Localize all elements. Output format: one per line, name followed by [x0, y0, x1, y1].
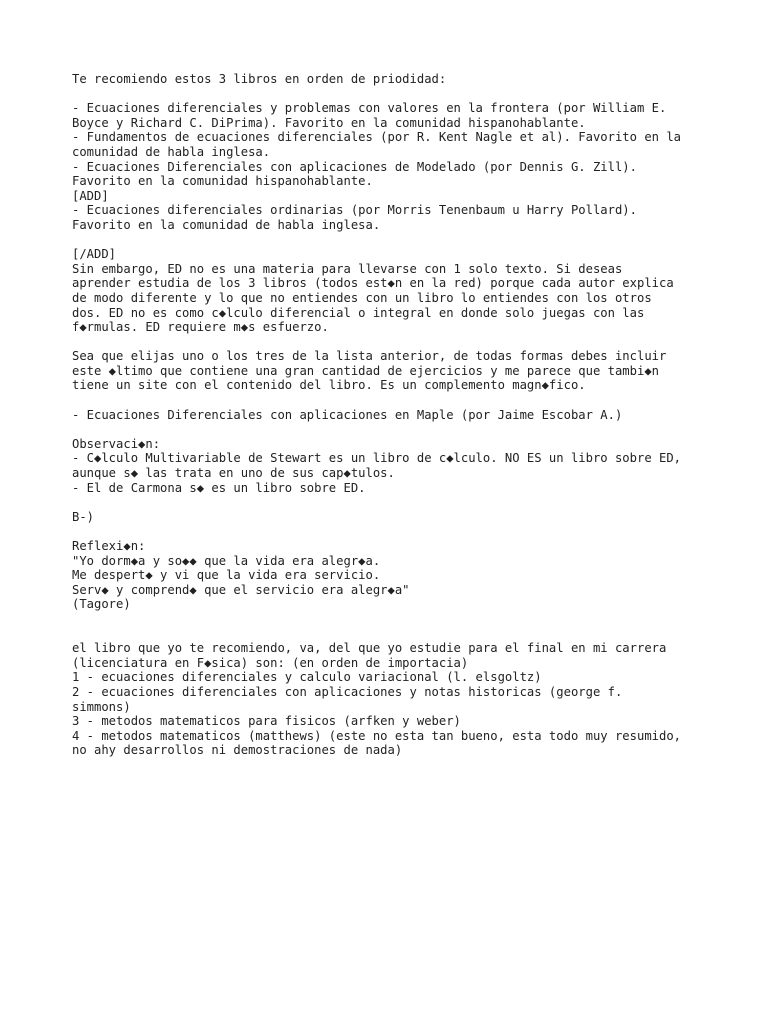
document-page [72, 72, 712, 758]
document-body-text: Te recomiendo estos 3 libros en orden de priodidad: - Ecuaciones diferenciales y problemas con valores en la frontera (por William E. Boyce y Richard C. DiPrima). Favorito en la comunidad hispanohablante. - Fundamentos de ecuaciones diferenciales (por R. Kent Nagle et al). Favorito en la comunidad de habla inglesa. - Ecuaciones Diferenciales con aplicaciones de Modelado (por Dennis G. Zill). Favorito en la comunidad hispanohablante. [ADD] - Ecuaciones diferenciales ordinarias (por Morris Tenenbaum u Harry Pollard). Favorito en la comunidad de habla inglesa. [/ADD] Sin embargo, ED no es una materia para llevarse con 1 solo texto. Si deseas aprender estudia de los 3 libros (todos est◆n en la red) porque cada autor explica de modo diferente y lo que no entiendes con un libro lo entiendes con los otros dos. ED no es como c◆lculo diferencial o integral en donde solo juegas con las f◆rmulas. ED requiere m◆s esfuerzo. Sea que elijas uno o los tres de la lista anterior, de todas formas debes incluir este ◆ltimo que contiene una gran cantidad de ejercicios y me parece que tambi◆n tiene un site con el contenido del libro. Es un complemento magn◆fico. - Ecuaciones Diferenciales con aplicaciones en Maple (por Jaime Escobar A.) Observaci◆n: - C◆lculo Multivariable de Stewart es un libro de c◆lculo. NO ES un libro sobre ED, aunque s◆ las trata en uno de sus cap◆tulos. - El de Carmona s◆ es un libro sobre ED. B-) Reflexi◆n: "Yo dorm◆a y so◆◆ que la vida era alegr◆a. Me despert◆ y vi que la vida era servicio. Serv◆ y comprend◆ que el servicio era alegr◆a" (Tagore) el libro que yo te recomiendo, va, del que yo estudie para el final en mi carrera (licenciatura en F◆sica) son: (en orden de importacia) 1 - ecuaciones diferenciales y calculo variacional (l. elsgoltz) 2 - ecuaciones diferenciales con aplicaciones y notas historicas (george f. simmons) 3 - metodos matematicos para fisicos (arfken y weber) 4 - metodos matematicos (matthews) (este no esta tan bueno, esta todo muy resumido, no ahy desarrollos ni demostraciones de nada) [72, 72, 682, 758]
